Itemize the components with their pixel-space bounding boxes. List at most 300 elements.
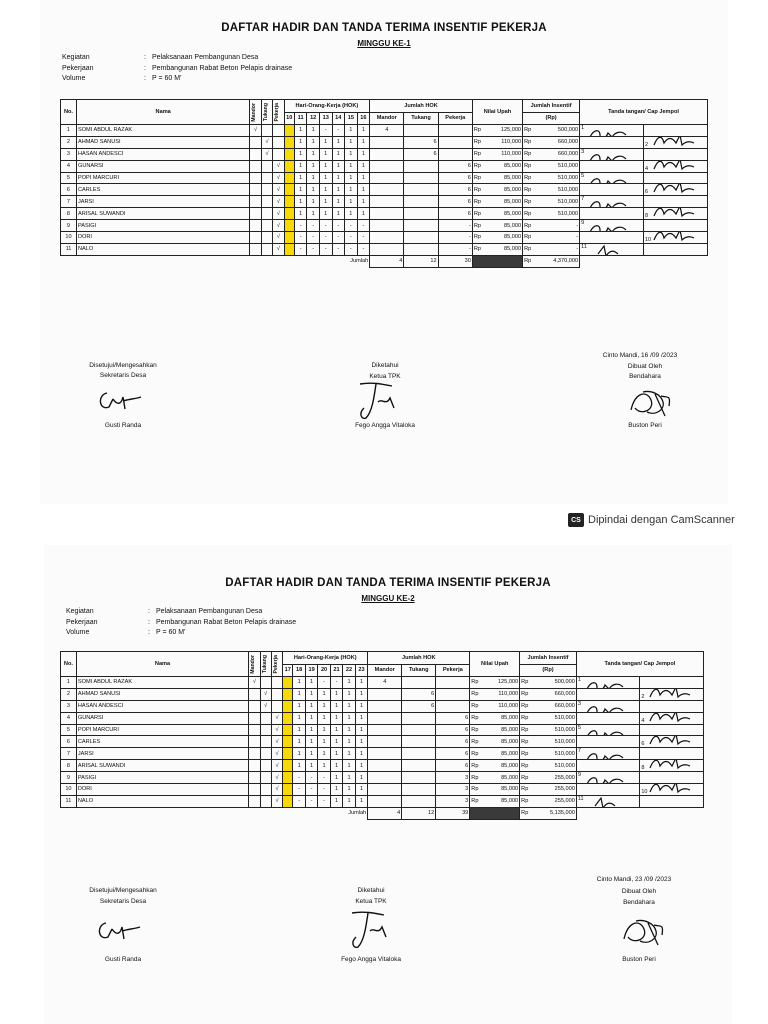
hok-pekerja: 6 — [438, 160, 472, 172]
camscanner-text: Dipindai dengan CamScanner — [588, 514, 735, 526]
check-tukang — [260, 677, 271, 689]
signature-cell — [576, 724, 639, 736]
signature-number: 11 — [581, 243, 587, 250]
signature-cell — [643, 172, 707, 184]
total-row — [61, 807, 704, 819]
check-pekerja — [271, 700, 282, 712]
signature-icon — [650, 232, 696, 244]
signature-number: 5 — [577, 724, 581, 731]
day-value: - — [319, 125, 332, 137]
day-value: 1 — [318, 712, 330, 724]
signature-icon — [344, 907, 394, 951]
meta-value: P = 60 M' — [152, 75, 182, 82]
day-value: 1 — [355, 795, 368, 807]
check-pekerja: √ — [271, 724, 282, 736]
check-pekerja: √ — [271, 784, 282, 796]
incentive-value: - — [576, 234, 579, 241]
check-pekerja: √ — [271, 760, 282, 772]
worker-name: AHMAD SANUSI — [76, 688, 248, 700]
day-value: 1 — [330, 688, 342, 700]
wage-value: 85,000 — [503, 198, 522, 205]
highlight-cell — [284, 172, 294, 184]
table-row — [61, 724, 704, 736]
hok-pekerja: 6 — [436, 736, 470, 748]
signature-cell — [580, 125, 644, 137]
check-pekerja: √ — [273, 184, 284, 196]
hok-pekerja: 6 — [436, 760, 470, 772]
total-mandor: 4 — [370, 255, 404, 267]
day-value: 1 — [318, 688, 330, 700]
meta-value: Pelaksanaan Pembangunan Desa — [152, 54, 259, 61]
row-no: 1 — [61, 677, 77, 689]
table-row — [61, 160, 708, 172]
signature-cell — [580, 136, 644, 148]
incentive-value: 510,000 — [554, 750, 575, 757]
check-pekerja: √ — [271, 795, 282, 807]
signature-cell — [640, 677, 704, 689]
day-value: - — [293, 784, 305, 796]
day-value: - — [305, 772, 317, 784]
known-by-name: Fego Angga Vitaloka — [341, 956, 401, 963]
incentive-value: 510,000 — [557, 210, 579, 217]
day-value: 1 — [343, 748, 355, 760]
day-header: 10 — [284, 112, 294, 125]
col-header-pekerja: Pekerja — [272, 654, 279, 674]
day-value: 1 — [319, 196, 332, 208]
meta-key: Kegiatan — [66, 608, 94, 615]
meta-value: Pembangunan Rabat Beton Pelapis drainase — [156, 618, 297, 626]
day-value: 1 — [294, 172, 307, 184]
incentive-value: 510,000 — [557, 186, 579, 193]
signature-cell — [576, 748, 639, 760]
day-value: - — [357, 243, 370, 255]
signature-cell — [580, 243, 644, 255]
incentive-value: 660,000 — [557, 139, 579, 146]
signature-cell — [643, 232, 707, 244]
signature-number: 9 — [581, 220, 585, 227]
row-no: 8 — [61, 760, 77, 772]
rp-label: Rp — [521, 679, 529, 686]
col-header-name: Nama — [76, 100, 249, 125]
total-incentive: 5,135,000 — [549, 810, 575, 817]
row-no: 6 — [61, 184, 77, 196]
worker-name: POPI MARCURI — [76, 724, 248, 736]
table-row — [61, 220, 708, 232]
day-value: 1 — [319, 148, 332, 160]
signature-cell — [576, 688, 639, 700]
worker-name: HASAN ANDESCI — [76, 700, 248, 712]
rp-label: Rp — [521, 750, 529, 757]
rp-label: Rp — [521, 691, 529, 698]
signature-number: 1 — [581, 125, 585, 131]
rp-label: Rp — [521, 738, 529, 745]
week-label: MINGGU KE-1 — [357, 39, 411, 48]
rp-label: Rp — [473, 127, 482, 134]
hok-tukang: 6 — [402, 700, 436, 712]
signature-cell — [640, 712, 704, 724]
wage-value: 125,000 — [497, 679, 519, 686]
hok-tukang — [402, 748, 436, 760]
check-mandor — [249, 736, 260, 748]
signature-icon — [586, 151, 636, 160]
day-value: 1 — [330, 724, 342, 736]
check-pekerja: √ — [273, 243, 284, 255]
prepared-by-label: Dibuat Oleh — [621, 888, 657, 895]
table-row — [61, 700, 704, 712]
col-header-wage: Nilai Upah — [470, 652, 520, 677]
hok-mandor — [370, 136, 404, 148]
meta-value: Pembangunan Rabat Beton Pelapis drainase — [152, 64, 293, 72]
hok-mandor — [370, 243, 404, 255]
day-value: 1 — [343, 784, 355, 796]
check-pekerja: √ — [271, 736, 282, 748]
highlight-cell — [284, 125, 294, 137]
highlight-cell — [283, 688, 293, 700]
check-mandor — [249, 760, 260, 772]
day-value: 1 — [357, 148, 370, 160]
signature-icon — [95, 385, 145, 415]
check-pekerja: √ — [273, 196, 284, 208]
project-meta: Kegiatan : Pelaksanaan Pembangunan Desa Pekerjaan : Pembangunan Rabat Beton Pelapis drainase Volume : P = 60 M' — [62, 53, 292, 85]
signature-cell — [576, 712, 639, 724]
hok-pekerja — [438, 136, 472, 148]
col-header-no: No. — [61, 100, 77, 125]
check-tukang — [260, 724, 271, 736]
hok-tukang — [404, 196, 438, 208]
check-tukang — [261, 184, 272, 196]
row-no: 7 — [61, 196, 77, 208]
rp-label: Rp — [524, 139, 532, 146]
day-value: 1 — [355, 677, 368, 689]
check-mandor — [250, 148, 261, 160]
row-no: 8 — [61, 208, 77, 220]
hok-pekerja — [438, 125, 472, 137]
signature-icon — [594, 244, 624, 255]
incentive-value: 255,000 — [554, 798, 575, 805]
rp-label: Rp — [473, 210, 482, 217]
signature-cell — [580, 172, 644, 184]
day-value: 1 — [307, 196, 320, 208]
highlight-cell — [284, 160, 294, 172]
signature-cell — [643, 196, 707, 208]
day-value: 1 — [332, 136, 345, 148]
day-value: 1 — [293, 688, 305, 700]
incentive-value: 510,000 — [554, 738, 575, 745]
row-no: 11 — [61, 243, 77, 255]
row-no: 5 — [61, 172, 77, 184]
highlight-cell — [283, 748, 293, 760]
wage-value: 110,000 — [498, 691, 519, 698]
hok-tukang: 6 — [404, 136, 438, 148]
day-value: - — [345, 232, 358, 244]
col-header-pekerja-hok: Pekerja — [438, 112, 472, 125]
wage-value: 85,000 — [503, 210, 522, 217]
day-value: - — [330, 677, 342, 689]
col-header-mandor-hok: Mandor — [368, 664, 402, 677]
day-value: 1 — [305, 700, 317, 712]
rp-label: Rp — [473, 186, 482, 193]
signature-cell — [576, 760, 639, 772]
day-value: - — [294, 220, 307, 232]
hok-tukang — [402, 795, 436, 807]
hok-mandor — [368, 784, 402, 796]
day-value: 1 — [294, 160, 307, 172]
rp-label: Rp — [471, 762, 479, 769]
week-label: MINGGU KE-2 — [361, 594, 415, 603]
day-value: 1 — [357, 136, 370, 148]
col-header-tukang-hok: Tukang — [402, 664, 436, 677]
col-header-rp: (Rp) — [520, 664, 577, 677]
signature-cell — [576, 784, 639, 796]
rp-label: Rp — [473, 139, 482, 146]
day-value: 1 — [343, 736, 355, 748]
day-value: 1 — [345, 184, 358, 196]
highlight-cell — [283, 700, 293, 712]
table-row — [61, 748, 704, 760]
check-mandor — [250, 220, 261, 232]
col-header-total-hok: Jumlah HOK — [368, 652, 470, 665]
signature-cell — [576, 795, 639, 807]
day-value: 1 — [345, 172, 358, 184]
hok-mandor — [370, 148, 404, 160]
day-value: 1 — [332, 148, 345, 160]
meta-key: Pekerjaan — [66, 618, 98, 626]
check-tukang — [261, 160, 272, 172]
rp-label: Rp — [473, 198, 482, 205]
day-value: 1 — [319, 172, 332, 184]
day-value: 1 — [307, 208, 320, 220]
signature-cell — [643, 184, 707, 196]
signature-cell — [643, 208, 707, 220]
day-value: 1 — [330, 712, 342, 724]
day-value: 1 — [293, 736, 305, 748]
place-date: Cinto Mandi, 23 /09 /2023 — [596, 876, 672, 883]
incentive-value: 510,000 — [557, 175, 579, 181]
day-value: 1 — [294, 196, 307, 208]
wage-value: 85,000 — [503, 234, 522, 241]
signature-icon — [591, 796, 621, 807]
day-value: - — [332, 232, 345, 244]
check-mandor — [249, 712, 260, 724]
hok-mandor: 4 — [370, 125, 404, 137]
row-no: 2 — [61, 136, 77, 148]
check-tukang: √ — [261, 136, 272, 148]
highlight-cell — [284, 136, 294, 148]
incentive-value: 510,000 — [554, 727, 575, 733]
signature-number: 3 — [581, 148, 585, 155]
signature-cell — [580, 160, 644, 172]
day-value: - — [345, 220, 358, 232]
hok-tukang — [404, 184, 438, 196]
check-mandor — [249, 795, 260, 807]
row-no: 10 — [61, 784, 77, 796]
known-by-role: Ketua TPK — [355, 898, 387, 905]
table-row — [61, 795, 704, 807]
rp-label: Rp — [471, 715, 479, 722]
signature-icon — [646, 712, 692, 724]
day-value: 1 — [357, 184, 370, 196]
signature-cell — [576, 700, 639, 712]
day-value: - — [318, 677, 330, 689]
attendance-sheet-week-2 — [44, 545, 732, 1024]
highlight-cell — [283, 712, 293, 724]
day-value: - — [357, 220, 370, 232]
hok-mandor — [370, 208, 404, 220]
day-value: 1 — [294, 136, 307, 148]
table-row — [61, 196, 708, 208]
rp-label: Rp — [471, 738, 479, 745]
day-header: 16 — [357, 112, 370, 125]
wage-value: 85,000 — [501, 738, 519, 745]
signature-number: 2 — [644, 141, 649, 148]
hok-pekerja: 3 — [436, 772, 470, 784]
hok-pekerja — [438, 148, 472, 160]
highlight-cell — [283, 677, 293, 689]
check-tukang — [260, 784, 271, 796]
total-pekerja: 39 — [436, 807, 470, 819]
day-value: 1 — [319, 184, 332, 196]
check-tukang — [260, 748, 271, 760]
day-value: - — [319, 232, 332, 244]
signature-cell — [640, 724, 704, 736]
day-value: 1 — [307, 184, 320, 196]
wage-value: 85,000 — [501, 786, 519, 793]
wage-value: 85,000 — [501, 798, 519, 805]
day-value: 1 — [332, 196, 345, 208]
signature-cell — [580, 208, 644, 220]
check-pekerja — [273, 125, 284, 137]
signature-icon — [352, 378, 402, 422]
signature-cell — [576, 736, 639, 748]
approver-label: Disetujui/Mengesahkan — [89, 887, 157, 894]
signature-cell — [576, 677, 639, 689]
day-value: 1 — [305, 760, 317, 772]
day-value: 1 — [330, 736, 342, 748]
col-header-incentive: Jumlah Insentif — [523, 100, 580, 113]
check-mandor — [250, 172, 261, 184]
check-pekerja: √ — [273, 172, 284, 184]
hok-mandor — [368, 760, 402, 772]
worker-name: HASAN ANDESCI — [76, 148, 249, 160]
signature-number: 11 — [577, 795, 584, 802]
hok-tukang — [402, 772, 436, 784]
check-pekerja — [273, 136, 284, 148]
incentive-value: 500,000 — [554, 679, 575, 686]
hok-pekerja: 6 — [438, 208, 472, 220]
day-value: - — [307, 220, 320, 232]
incentive-value: 510,000 — [557, 163, 579, 170]
sheet-title: DAFTAR HADIR DAN TANDA TERIMA INSENTIF PEKERJA — [225, 577, 551, 589]
rp-label: Rp — [471, 774, 479, 781]
row-no: 9 — [61, 220, 77, 232]
worker-name: JARSI — [76, 748, 248, 760]
row-no: 4 — [61, 160, 77, 172]
check-mandor — [250, 184, 261, 196]
check-tukang — [261, 220, 272, 232]
hok-pekerja: 6 — [436, 724, 470, 736]
hok-tukang: 6 — [402, 688, 436, 700]
col-header-total-hok: Jumlah HOK — [370, 100, 473, 113]
rp-label: Rp — [473, 163, 482, 170]
signature-cell — [580, 220, 644, 232]
incentive-value: 510,000 — [557, 198, 579, 205]
signature-cell — [640, 700, 704, 712]
rp-label: Rp — [471, 798, 479, 805]
wage-value: 85,000 — [501, 774, 519, 781]
worker-name: DORI — [76, 784, 248, 796]
rp-label: Rp — [473, 151, 482, 158]
day-value: - — [332, 125, 345, 137]
known-by-label: Diketahui — [371, 362, 399, 369]
day-value: 1 — [294, 125, 307, 137]
rp-label: Rp — [524, 234, 532, 241]
day-value: 1 — [343, 795, 355, 807]
day-value: 1 — [319, 208, 332, 220]
worker-name: AHMAD SANUSI — [76, 136, 249, 148]
wage-value: 85,000 — [501, 715, 519, 722]
day-value: 1 — [332, 172, 345, 184]
day-value: 1 — [355, 736, 368, 748]
signature-icon — [650, 208, 696, 220]
hok-tukang — [402, 712, 436, 724]
col-header-tukang: Tukang — [261, 654, 268, 674]
signature-number: 7 — [577, 748, 581, 755]
day-value: 1 — [319, 160, 332, 172]
day-header: 11 — [294, 112, 307, 125]
meta-value: Pelaksanaan Pembangunan Desa — [156, 608, 263, 615]
table-row — [61, 136, 708, 148]
wage-value: 85,000 — [503, 175, 522, 181]
signature-icon — [586, 175, 636, 184]
signature-icon — [586, 127, 636, 136]
day-value: 1 — [305, 688, 317, 700]
incentive-value: 500,000 — [557, 127, 579, 134]
day-value: 1 — [305, 677, 317, 689]
signature-number: 7 — [581, 196, 585, 203]
total-tukang: 12 — [404, 255, 438, 267]
worker-name: POPI MARCURI — [76, 172, 249, 184]
day-value: 1 — [294, 148, 307, 160]
check-pekerja: √ — [273, 232, 284, 244]
day-value: 1 — [318, 760, 330, 772]
check-mandor — [249, 688, 260, 700]
approver-name: Gusti Randa — [104, 956, 142, 963]
wage-value: 110,000 — [501, 151, 522, 158]
hok-mandor — [368, 795, 402, 807]
day-value: 1 — [343, 712, 355, 724]
signature-cell — [640, 795, 704, 807]
signature-icon — [646, 688, 692, 700]
day-value: 1 — [343, 700, 355, 712]
day-value: 1 — [319, 136, 332, 148]
col-header-pekerja-hok: Pekerja — [436, 664, 470, 677]
row-no: 10 — [61, 232, 77, 244]
day-value: 1 — [355, 700, 368, 712]
day-value: 1 — [318, 748, 330, 760]
day-value: 1 — [345, 148, 358, 160]
day-value: 1 — [293, 677, 305, 689]
hok-tukang — [404, 172, 438, 184]
incentive-value: 660,000 — [557, 151, 579, 158]
check-mandor: √ — [249, 677, 260, 689]
signature-cell — [580, 148, 644, 160]
rp-label: Rp — [473, 246, 482, 253]
signature-icon — [650, 136, 696, 148]
col-header-hok: Hari-Orang-Kerja (HOK) — [284, 100, 370, 113]
hok-pekerja: 6 — [436, 712, 470, 724]
signature-number: 6 — [641, 741, 645, 748]
rp-label: Rp — [521, 774, 529, 781]
